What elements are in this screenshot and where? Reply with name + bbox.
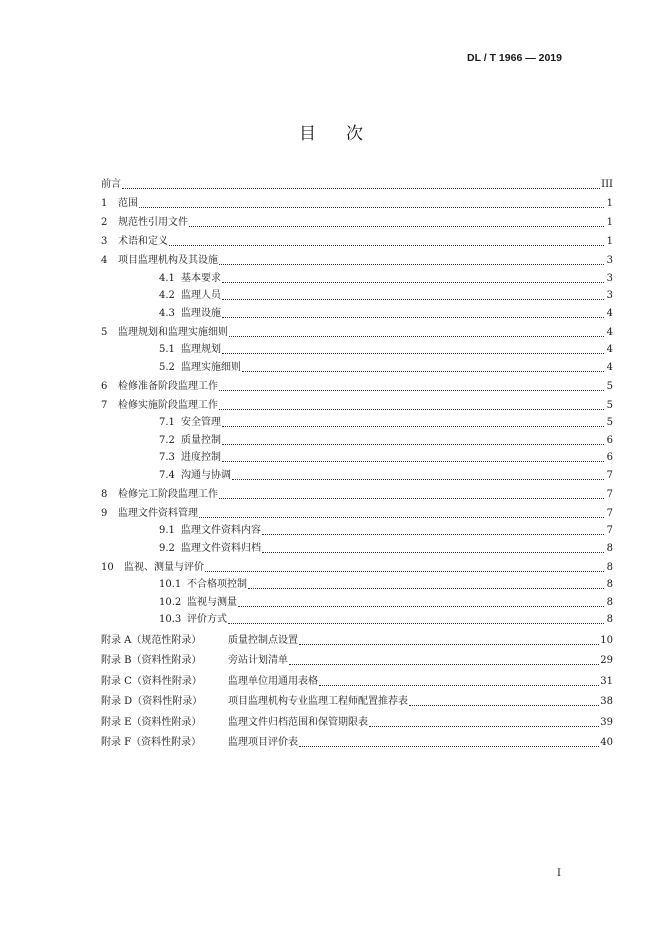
toc-entry[interactable] <box>101 172 613 191</box>
toc-entry-page: 7 <box>606 488 613 500</box>
toc-entry[interactable] <box>101 429 613 447</box>
toc-entry-title: 范围 <box>118 198 138 209</box>
toc-entry[interactable] <box>101 267 613 285</box>
toc-entry-number: 9.1 <box>159 525 175 536</box>
toc-leader-dots <box>319 684 599 686</box>
toc-entry-number: 1 <box>101 198 108 209</box>
toc-entry-title: 术语和定义 <box>118 236 168 247</box>
toc-entry-number: 附录 B（资料性附录） <box>101 655 202 666</box>
toc-entry[interactable] <box>101 339 613 357</box>
toc-leader-dots <box>299 643 599 645</box>
toc-entry-title: 监理人员 <box>181 290 221 301</box>
page-number: I <box>557 868 561 879</box>
toc-entry-page: 4 <box>606 361 613 373</box>
toc-entry-title: 监理文件归档范围和保管期限表 <box>228 716 368 728</box>
toc-entry-title: 监理规划 <box>181 344 221 355</box>
toc-leader-dots <box>219 497 604 499</box>
toc-entry[interactable] <box>101 708 613 729</box>
toc-entry-page: 7 <box>606 507 613 519</box>
toc-entry-number: 8 <box>101 488 108 500</box>
toc-leader-dots <box>222 460 604 462</box>
toc-leader-dots <box>222 298 604 300</box>
toc-entry-title: 检修完工阶段监理工作 <box>118 488 218 500</box>
toc-entry[interactable] <box>101 191 613 210</box>
toc-entry-title: 评价方式 <box>187 614 227 625</box>
toc-entry-title: 安全管理 <box>181 417 221 428</box>
toc-entry[interactable] <box>101 393 613 412</box>
toc-entry-page: 7 <box>606 469 613 481</box>
table-of-contents <box>101 172 613 749</box>
toc-entry[interactable] <box>101 729 613 750</box>
toc-entry-page: 4 <box>606 307 613 319</box>
toc-leader-dots <box>169 244 604 246</box>
toc-entry[interactable] <box>101 356 613 374</box>
toc-entry-number: 10.1 <box>159 579 182 590</box>
toc-entry-title: 监视、测量与评价 <box>124 561 204 573</box>
toc-entry[interactable] <box>101 537 613 555</box>
toc-entry[interactable] <box>101 229 613 248</box>
toc-entry[interactable] <box>101 591 613 609</box>
toc-entry-number: 10.3 <box>159 614 182 625</box>
toc-entry[interactable] <box>101 647 613 668</box>
toc-entry-number: 4.3 <box>159 307 175 319</box>
toc-entry-title: 监理单位用通用表格 <box>228 675 318 687</box>
toc-leader-dots <box>219 263 604 265</box>
toc-entry[interactable] <box>101 412 613 430</box>
toc-entry-number: 5.2 <box>159 361 175 373</box>
standard-code: DL / T 1966 — 2019 <box>467 52 562 64</box>
toc-entry-number: 7.3 <box>159 452 175 463</box>
toc-entry-page: 7 <box>606 525 613 536</box>
toc-leader-dots <box>199 516 604 518</box>
toc-entry[interactable] <box>101 555 613 574</box>
toc-leader-dots <box>299 745 599 747</box>
toc-entry[interactable] <box>101 374 613 393</box>
toc-entry-page: 8 <box>606 561 613 573</box>
toc-entry[interactable] <box>101 688 613 709</box>
toc-entry-number: 7.1 <box>159 417 175 428</box>
toc-entry-number: 7 <box>101 399 108 411</box>
toc-entry-page: 38 <box>600 696 613 707</box>
toc-entry[interactable] <box>101 626 613 647</box>
toc-entry-number: 9 <box>101 507 108 519</box>
toc-entry-title: 沟通与协调 <box>181 469 231 481</box>
toc-leader-dots <box>222 352 604 354</box>
toc-entry[interactable] <box>101 501 613 520</box>
toc-leader-dots <box>219 389 604 391</box>
toc-leader-dots <box>222 425 604 427</box>
toc-entry-title: 检修实施阶段监理工作 <box>118 399 218 411</box>
toc-entry-page: 10 <box>600 634 613 646</box>
toc-entry-number: 2 <box>101 217 108 228</box>
toc-entry[interactable] <box>101 210 613 229</box>
toc-leader-dots <box>205 570 604 572</box>
toc-entry-title: 基本要求 <box>181 272 221 284</box>
toc-entry-title: 进度控制 <box>181 452 221 463</box>
toc-entry-number: 附录 E（资料性附录） <box>101 716 202 728</box>
toc-entry-title: 监理设施 <box>181 307 221 319</box>
toc-entry-page: 6 <box>606 434 613 446</box>
toc-entry-title: 规范性引用文件 <box>118 217 188 228</box>
toc-entry-page: 8 <box>606 614 613 625</box>
toc-entry-number: 附录 D（资料性附录） <box>101 696 203 707</box>
toc-leader-dots <box>222 316 604 318</box>
toc-entry-title: 监视与测量 <box>187 596 237 608</box>
toc-leader-dots <box>262 551 604 553</box>
toc-leader-dots <box>222 443 604 445</box>
toc-entry-number: 附录 A（规范性附录） <box>101 634 202 646</box>
toc-entry[interactable] <box>101 464 613 482</box>
toc-entry-number: 3 <box>101 236 108 247</box>
toc-entry[interactable] <box>101 302 613 320</box>
toc-entry-page: 5 <box>606 399 613 411</box>
toc-leader-dots <box>409 704 599 706</box>
toc-entry-title: 检修准备阶段监理工作 <box>118 380 218 392</box>
toc-entry-page: 4 <box>606 326 613 338</box>
toc-leader-dots <box>229 335 604 337</box>
toc-entry-number: 10.2 <box>159 596 182 608</box>
toc-entry-number: 5.1 <box>159 344 175 355</box>
toc-entry-page: 3 <box>606 255 613 266</box>
toc-leader-dots <box>232 478 604 480</box>
toc-leader-dots <box>248 587 604 589</box>
toc-entry-title: 项目监理机构及其设施 <box>118 255 218 266</box>
toc-leader-dots <box>369 725 599 727</box>
toc-entry-page: 5 <box>606 380 613 392</box>
toc-entry-title: 质量控制点设置 <box>228 634 298 646</box>
toc-leader-dots <box>242 370 604 372</box>
toc-entry-number: 附录 C（资料性附录） <box>101 675 202 687</box>
toc-entry-title: 监理文件资料归档 <box>181 542 261 554</box>
toc-entry-number: 10 <box>101 561 114 573</box>
toc-entry-page: 1 <box>606 236 613 247</box>
toc-entry[interactable] <box>101 609 613 627</box>
toc-entry-page: 1 <box>606 198 613 209</box>
toc-entry-page: 8 <box>606 596 613 608</box>
toc-entry-title: 不合格项控制 <box>187 579 247 590</box>
toc-entry-number: 7.4 <box>159 469 175 481</box>
toc-entry-title: 监理文件资料内容 <box>181 525 261 536</box>
toc-entry[interactable] <box>101 285 613 303</box>
toc-entry-page: 3 <box>606 290 613 301</box>
toc-entry-page: 8 <box>606 579 613 590</box>
toc-entry-page: 8 <box>606 542 613 554</box>
toc-entry-page: 3 <box>606 272 613 284</box>
toc-entry[interactable] <box>101 447 613 465</box>
toc-entry-title: 监理规划和监理实施细则 <box>118 326 228 338</box>
toc-entry-number: 7.2 <box>159 434 175 446</box>
toc-entry[interactable] <box>101 482 613 501</box>
page-title: 目次 <box>299 124 393 144</box>
toc-entry[interactable] <box>101 574 613 592</box>
toc-entry-number: 9.2 <box>159 542 175 554</box>
toc-entry-number: 5 <box>101 326 108 338</box>
toc-entry[interactable] <box>101 320 613 339</box>
toc-entry-page: III <box>601 179 613 190</box>
toc-entry-page: 6 <box>606 452 613 463</box>
toc-entry-title: 监理实施细则 <box>181 361 241 373</box>
toc-entry-page: 40 <box>600 737 613 748</box>
toc-entry[interactable] <box>101 248 613 267</box>
toc-entry-number: 4.1 <box>159 272 175 284</box>
toc-entry-page: 4 <box>606 344 613 355</box>
toc-entry-number: 4 <box>101 255 108 266</box>
toc-leader-dots <box>262 533 604 535</box>
toc-leader-dots <box>228 622 604 624</box>
toc-entry-title: 旁站计划清单 <box>228 655 288 666</box>
toc-leader-dots <box>122 187 600 189</box>
toc-entry[interactable] <box>101 520 613 538</box>
toc-leader-dots <box>222 281 604 283</box>
toc-entry-title: 监理文件资料管理 <box>118 507 198 519</box>
toc-entry-number: 附录 F（资料性附录） <box>101 737 202 748</box>
toc-entry-page: 31 <box>600 675 613 687</box>
toc-entry-number: 6 <box>101 380 108 392</box>
toc-entry-page: 1 <box>606 217 613 228</box>
toc-leader-dots <box>238 605 604 607</box>
toc-leader-dots <box>219 408 604 410</box>
toc-entry-title: 前言 <box>101 179 121 190</box>
toc-entry[interactable] <box>101 667 613 688</box>
toc-entry-title: 监理项目评价表 <box>228 737 298 748</box>
toc-entry-title: 项目监理机构专业监理工程师配置推荐表 <box>228 696 408 707</box>
toc-leader-dots <box>189 225 604 227</box>
toc-entry-title: 质量控制 <box>181 434 221 446</box>
toc-entry-page: 29 <box>600 655 613 666</box>
toc-entry-number: 4.2 <box>159 290 175 301</box>
toc-leader-dots <box>289 663 599 665</box>
toc-entry-page: 5 <box>606 417 613 428</box>
toc-entry-page: 39 <box>600 716 613 728</box>
toc-leader-dots <box>139 206 604 208</box>
